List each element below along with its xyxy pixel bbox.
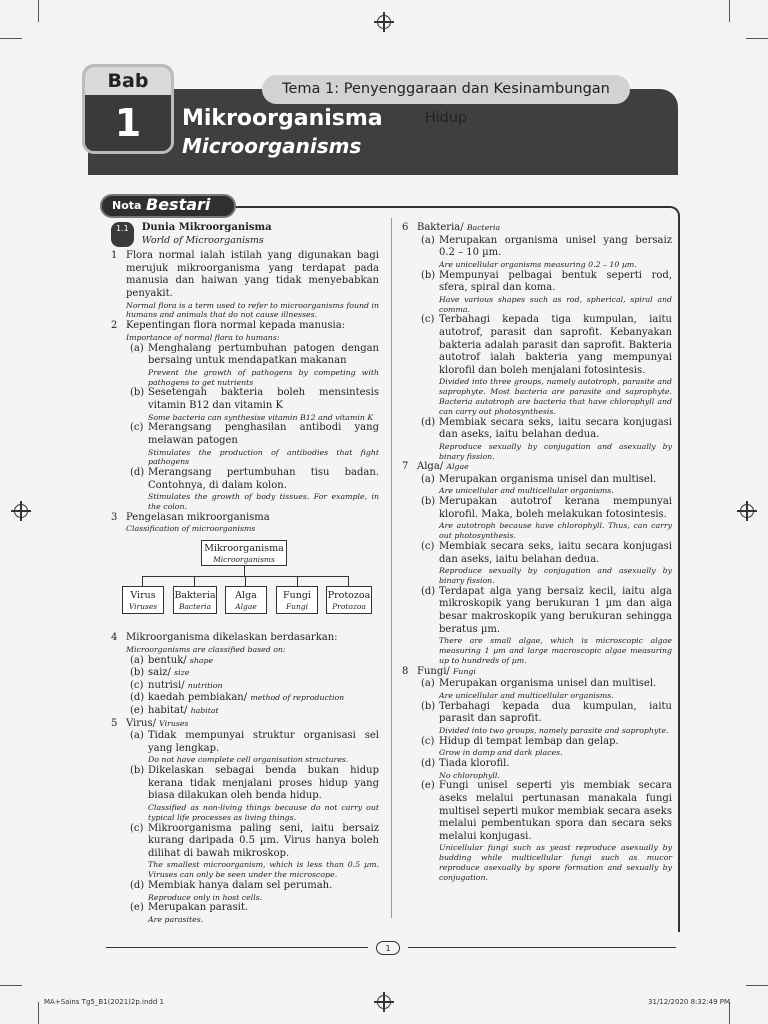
sub-item: (a) Menghalang pertumbuhan patogen dengan bersaing untuk mendapatkan makanan Prevent the growth of pathogens by competing with pathogens to get nutrients <box>130 342 379 387</box>
sub-item: (a) Merupakan organisma unisel dan multisel. Are unicellular and multicellular organisms. <box>421 678 657 700</box>
crop-mark <box>0 985 22 986</box>
sub-item: (b) Mempunyai pelbagai bentuk seperti rod, sfera, spiral dan koma. Have various shapes such as rod, spherical, spiral and comma. <box>421 269 672 314</box>
page-rule <box>408 947 676 948</box>
theme-pill: Tema 1: Penyenggaraan dan Kesinambungan Hidup <box>262 75 630 104</box>
nota-label-part2: Bestari <box>146 195 211 214</box>
list-item: 2 Kepentingan flora normal kepada manusia: Importance of normal flora to humans: (a) Menghalang pertumbuhan patogen dengan bersaing untuk mendapatkan makanan Prevent the growth of pathogens by competing with pathogens to get nutrients (b) Sesetengah bakteria boleh mensintesis vitamin B12 dan vitamin K Some bacteria can synthesise vitamin B12 and vitamin K (c) Merangsang penghasilan antibodi yang melawan patogen Stimulates the production of antibodies that fight pathogens (d) Merangsang pertumbuhan tisu badan. Contohnya, di dalam kolon. Stimulates the growth of body tissues. For example, in the colon. <box>111 320 379 512</box>
section-badge: 1.1 <box>111 222 134 247</box>
crop-mark <box>746 985 768 986</box>
sub-item: (a) bentuk/ shape <box>130 654 214 666</box>
sub-item: (d) Membiak hanya dalam sel perumah. Reproduce only in host cells. <box>130 879 333 902</box>
diagram-leaf-box: Alga Algae <box>225 586 267 614</box>
list-item: 3 Pengelasan mikroorganisma Classification of microorganisms <box>111 511 270 534</box>
sub-item: (e) Merupakan parasit. Are parasites. <box>130 902 249 924</box>
crop-mark <box>746 38 768 39</box>
diagram-leaf-box: Virus Viruses <box>122 586 164 614</box>
sub-item: (c) Membiak secara seks, iaitu secara konjugasi dan aseks, iaitu belahan dedua. Reproduce sexually by conjugation and asexually by binary fission. <box>421 541 672 586</box>
registration-mark-icon <box>377 15 391 29</box>
file-name: MA+Sains Tg5_B1(2021)2p.indd 1 <box>44 998 164 1006</box>
list-item: 7 Alga/ Algae (a) Merupakan organisma unisel dan multisel. Are unicellular and multicellular organisms. (b) Merupakan autotrof kerana mempunyai klorofil. Maka, boleh melakukan fotosintesis. Are autotroph because have chlorophyll. Thus, can carry out photosynthesis. (c) Membiak secara seks, iaitu secara konjugasi dan aseks, iaitu belahan dedua. Reproduce sexually by conjugation and asexually by binary fission. (d) Terdapat alga yang bersaiz kecil, iaitu alga mikroskopik yang berukuran 1 µm dan alga besar makroskopik yang berukuran sehingga beratus µm. There are small algae, which is microscopic algae measuring 1 µm and large macroscopic algae measuring up to hundreds of µm. <box>402 461 672 665</box>
chapter-label: Bab <box>85 67 171 95</box>
sub-item: (d) Terdapat alga yang bersaiz kecil, iaitu alga mikroskopik yang berukuran 1 µm dan alga besar makroskopik yang berukuran sehingga beratus µm. There are small algae, which is microscopic algae measuring 1 µm and large macroscopic algae measuring up to hundreds of µm. <box>421 585 672 665</box>
diagram-leaf-box: Protozoa Protozoa <box>326 586 372 614</box>
print-timestamp: 31/12/2020 8:32:49 PM <box>648 998 731 1006</box>
chapter-title-en: Microorganisms <box>182 134 362 158</box>
registration-mark-icon <box>14 504 28 518</box>
sub-item: (a) Tidak mempunyai struktur organisasi sel yang lengkap. Do not have complete cell organisation structures. <box>130 730 379 765</box>
chapter-number: 1 <box>114 101 142 145</box>
column-divider <box>391 218 392 918</box>
sub-item: (b) Dikelaskan sebagai benda bukan hidup kerana tidak menjalani proses hidup yang biasa dilakukan oleh benda hidup. Classified as non-living things because do not carry out typical life processes as living things. <box>130 765 379 822</box>
list-item: 8 Fungi/ Fungi (a) Merupakan organisma unisel dan multisel. Are unicellular and multicellular organisms. (b) Terbahagi kepada dua kumpulan, iaitu parasit dan saprofit. Divided into two groups, namely parasite and saprophyte. (c) Hidup di tempat lembap dan gelap. Grow in damp and dark places. (d) Tiada klorofil. No chlorophyll. (e) Fungi unisel seperti yis membiak secara aseks melalui pertunasan manakala fungi multisel seperti mukor membiak secara aseks melalui pembentukan spora dan secara seks melalui konjugasi. Unicellular fungi such as yeast reproduce asexually by budding while multicellular fungi such as mucor reproduce asexually by spore formation and sexually by conjugation. <box>402 665 672 882</box>
list-item: 6 Bakteria/ Bacteria (a) Merupakan organisma unisel yang bersaiz 0.2 – 10 µm. Are unicellular organisms measuring 0.2 – 10 µm. (b) Mempunyai pelbagai bentuk seperti rod, sfera, spiral dan koma. Have various shapes such as rod, spherical, spiral and comma. (c) Terbahagi kepada tiga kumpulan, iaitu autotrof, parasit dan saprofit. Kebanyakan bakteria adalah parasit dan saprofit. Bakteria autotrof ialah bakteria yang mempunyai klorofil dan boleh menjalani fotosintesis. Divided into three groups, namely autotroph, parasite and saprophyte. Most bacteria are parasite and saprophyte. Bacteria autotroph are bacteria that have chlorophyll and can carry out photosynthesis. (d) Membiak secara seks, iaitu secara konjugasi dan aseks, iaitu belahan dedua. Reproduce sexually by conjugation and asexually by binary fission. <box>402 222 672 461</box>
registration-mark-icon <box>740 504 754 518</box>
diagram-leaf-box: Fungi Fungi <box>276 586 318 614</box>
sub-item: (b) Terbahagi kepada dua kumpulan, iaitu parasit dan saprofit. Divided into two groups, namely parasite and saprophyte. <box>421 700 672 735</box>
sub-item: (b) Merupakan autotrof kerana mempunyai klorofil. Maka, boleh melakukan fotosintesis. Are autotroph because have chlorophyll. Thus, can carry out photosynthesis. <box>421 496 672 541</box>
crop-mark <box>729 0 730 22</box>
crop-mark <box>38 1002 39 1024</box>
crop-mark <box>38 0 39 22</box>
section-heading-ms: Dunia Mikroorganisma <box>141 222 272 233</box>
sub-item: (e) Fungi unisel seperti yis membiak secara aseks melalui pertunasan manakala fungi multisel seperti mukor membiak secara aseks melalui pembentukan spora dan secara seks melalui konjugasi. Unicellular fungi such as yeast reproduce asexually by budding while multicellular fungi such as mucor reproduce asexually by spore formation and sexually by conjugation. <box>421 780 672 882</box>
sub-item: (b) saiz/ size <box>130 667 190 679</box>
list-item: 4 Mikroorganisma dikelaskan berdasarkan: Microorganisms are classified based on: (a) bentuk/ shape (b) saiz/ size (c) nutrisi/ nutrition (d) kaedah pembiakan/ method of reproduction (e) habitat/ habitat <box>111 632 379 717</box>
registration-mark-icon <box>377 995 391 1009</box>
section-heading-en: World of Microorganisms <box>141 234 264 246</box>
sub-item: (d) Merangsang pertumbuhan tisu badan. Contohnya, di dalam kolon. Stimulates the growth of body tissues. For example, in the colon. <box>130 467 379 512</box>
page-rule <box>106 947 368 948</box>
crop-mark <box>0 38 22 39</box>
diagram-root-box: Mikroorganisma Microorganisms <box>201 540 287 566</box>
sub-item: (c) Merangsang penghasilan antibodi yang melawan patogen Stimulates the production of antibodies that fight pathogens <box>130 422 379 467</box>
sub-item: (d) kaedah pembiakan/ method of reproduction <box>130 692 345 704</box>
sub-item: (a) Merupakan organisma unisel dan multisel. Are unicellular and multicellular organisms. <box>421 473 657 496</box>
list-item: 5 Virus/ Viruses (a) Tidak mempunyai struktur organisasi sel yang lengkap. Do not have complete cell organisation structures. (b) Dikelaskan sebagai benda bukan hidup kerana tidak menjalani proses hidup yang biasa dilakukan oleh benda hidup. Classified as non-living things because do not carry out typical life processes as living things. (c) Mikroorganisma paling seni, iaitu bersaiz kurang daripada 0.5 µm. Virus hanya boleh dilihat di bawah mikroskop. The smallest microorganism, which is less than 0.5 µm. Viruses can only be seen under the microscope. (d) Membiak hanya dalam sel perumah. Reproduce only in host cells. (e) Merupakan parasit. Are parasites. <box>111 717 379 924</box>
sub-item: (c) Terbahagi kepada tiga kumpulan, iaitu autotrof, parasit dan saprofit. Kebanyakan bakteria adalah parasit dan saprofit. Bakteria autotrof ialah bakteria yang mempunyai klorofil dan boleh menjalani fotosintesis. Divided into three groups, namely autotroph, parasite and saprophyte. Most bacteria are parasite and saprophyte. Bacteria autotroph are bacteria that have chlorophyll and can carry out photosynthesis. <box>421 314 672 416</box>
nota-bestari-label <box>100 194 236 218</box>
chapter-title-ms: Mikroorganisma <box>182 106 383 131</box>
sub-item: (b) Sesetengah bakteria boleh mensintesis vitamin B12 dan vitamin K Some bacteria can synthesise vitamin B12 and vitamin K <box>130 387 379 422</box>
diagram-leaf-box: Bakteria Bacteria <box>173 586 217 614</box>
classification-diagram <box>111 540 379 632</box>
sub-item: (d) Membiak secara seks, iaitu secara konjugasi dan aseks, iaitu belahan dedua. Reproduce sexually by conjugation and asexually by binary fission. <box>421 416 672 461</box>
chapter-badge <box>82 64 174 154</box>
sub-item: (a) Merupakan organisma unisel yang bersaiz 0.2 – 10 µm. Are unicellular organisms measuring 0.2 – 10 µm. <box>421 234 672 269</box>
right-column <box>402 222 672 883</box>
page-number: 1 <box>376 941 400 955</box>
sub-item: (c) Hidup di tempat lembap dan gelap. Grow in damp and dark places. <box>421 735 619 758</box>
sub-item: (d) Tiada klorofil. No chlorophyll. <box>421 757 510 780</box>
left-column <box>111 222 379 925</box>
sub-item: (c) Mikroorganisma paling seni, iaitu bersaiz kurang daripada 0.5 µm. Virus hanya boleh dilihat di bawah mikroskop. The smallest microorganism, which is less than 0.5 µm. Viruses can only be seen under the microscope. <box>130 822 379 880</box>
sub-item: (c) nutrisi/ nutrition <box>130 679 223 691</box>
list-item: 1 Flora normal ialah istilah yang digunakan bagi merujuk mikroorganisma yang terdapat pada manusia dan haiwan yang tidak menyebabkan penyakit. Normal flora is a term used to refer to microorganisms found in humans and animals that do not cause illnesses. <box>111 250 379 320</box>
sub-item: (e) habitat/ habitat <box>130 705 219 717</box>
nota-label-part1: Nota <box>112 199 142 212</box>
